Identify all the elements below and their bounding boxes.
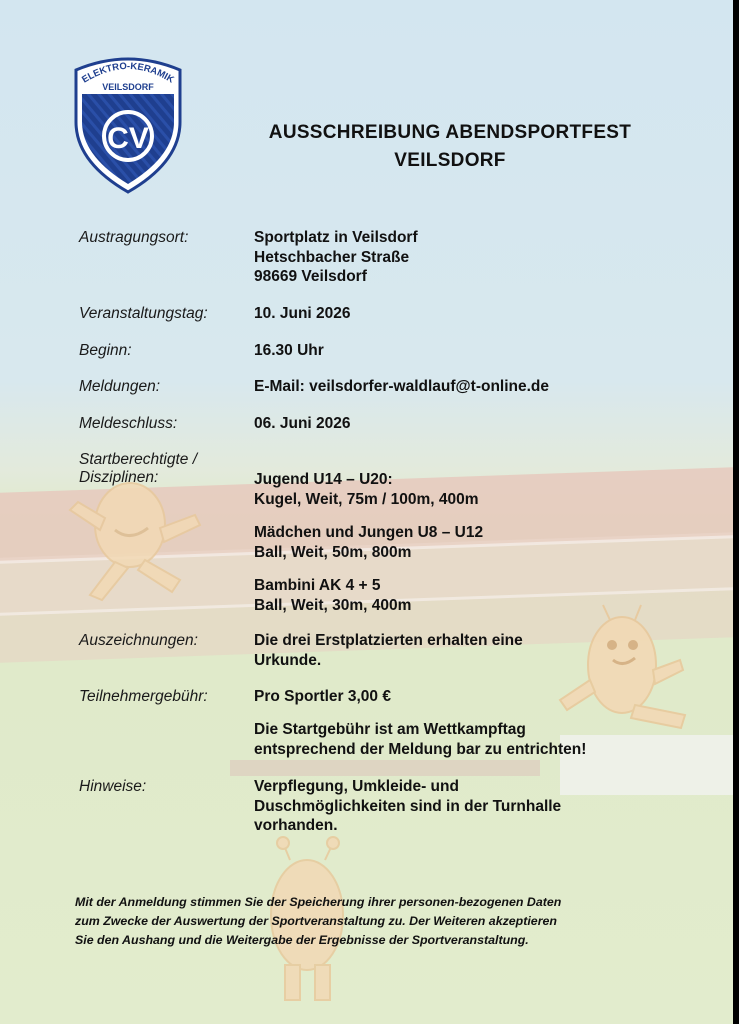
fee-label: Teilnehmergebühr: xyxy=(79,688,208,705)
notes-value xyxy=(254,777,561,836)
awards-label: Auszeichnungen: xyxy=(79,632,198,649)
venue-value xyxy=(254,228,418,287)
awards-line: Urkunde. xyxy=(254,651,322,669)
discipline-group-events: Ball, Weit, 50m, 800m xyxy=(254,543,412,561)
venue-line: Sportplatz in Veilsdorf xyxy=(254,229,418,246)
venue-line: 98669 Veilsdorf xyxy=(254,268,367,285)
deadline-value: 06. Juni 2026 xyxy=(254,415,351,432)
disciplines-label-line: Startberechtigte / xyxy=(79,451,198,468)
discipline-group-events: Ball, Weit, 30m, 400m xyxy=(254,596,412,614)
awards-line: Die drei Erstplatzierten erhalten eine xyxy=(254,632,523,649)
start-value: 16.30 Uhr xyxy=(254,342,324,359)
start-label: Beginn: xyxy=(79,342,132,359)
privacy-disclaimer xyxy=(75,893,715,950)
fee-value: Pro Sportler 3,00 € xyxy=(254,688,391,705)
disclaimer-line: Sie den Aushang und die Weitergabe der Ergebnisse der Sportveranstaltung. xyxy=(75,933,529,947)
registration-label: Meldungen: xyxy=(79,378,161,395)
fee-note-line: Die Startgebühr ist am Wettkampftag xyxy=(254,721,526,738)
logo-middle-text: VEILSDORF xyxy=(102,82,154,92)
venue-line: Hetschbacher Straße xyxy=(254,248,410,266)
title-line: VEILSDORF xyxy=(394,150,506,171)
registration-email[interactable]: E-Mail: veilsdorfer-waldlauf@t-online.de xyxy=(254,378,550,395)
title-line: AUSSCHREIBUNG ABENDSPORTFEST xyxy=(268,122,632,143)
notes-label: Hinweise: xyxy=(79,778,147,795)
date-label: Veranstaltungstag: xyxy=(79,305,208,322)
disclaimer-line: Mit der Anmeldung stimmen Sie der Speicherung ihrer personen-bezogenen Daten xyxy=(75,895,562,909)
venue-label: Austragungsort: xyxy=(79,229,189,246)
discipline-group xyxy=(254,470,479,509)
disclaimer-line: zum Zwecke der Auswertung der Sportveranstaltung zu. Der Weiteren akzeptieren xyxy=(75,914,557,928)
logo-monogram: CV xyxy=(107,122,149,155)
club-logo xyxy=(72,52,184,194)
fee-note xyxy=(254,720,586,759)
disciplines-label xyxy=(79,451,197,487)
discipline-group xyxy=(254,576,411,615)
notes-line: vorhanden. xyxy=(254,817,338,834)
disciplines-label-line: Disziplinen: xyxy=(79,469,159,486)
discipline-group-name: Jugend U14 – U20: xyxy=(254,471,393,488)
running-mascot-illustration xyxy=(60,470,220,610)
notes-line: Duschmöglichkeiten sind in der Turnhalle xyxy=(254,797,562,815)
notes-line: Verpflegung, Umkleide- und xyxy=(254,778,459,795)
page-title xyxy=(200,119,700,175)
awards-value xyxy=(254,631,523,670)
discipline-group-name: Bambini AK 4 + 5 xyxy=(254,577,381,594)
fee-note-line: entsprechend der Meldung bar zu entrichten! xyxy=(254,740,587,758)
background-bench xyxy=(230,760,540,776)
deadline-label: Meldeschluss: xyxy=(79,415,178,432)
discipline-group xyxy=(254,523,483,562)
discipline-group-events: Kugel, Weit, 75m / 100m, 400m xyxy=(254,490,479,508)
discipline-group-name: Mädchen und Jungen U8 – U12 xyxy=(254,524,484,541)
date-value: 10. Juni 2026 xyxy=(254,305,351,322)
logo-top-text: ELEKTRO-KERAMIK xyxy=(80,60,176,86)
